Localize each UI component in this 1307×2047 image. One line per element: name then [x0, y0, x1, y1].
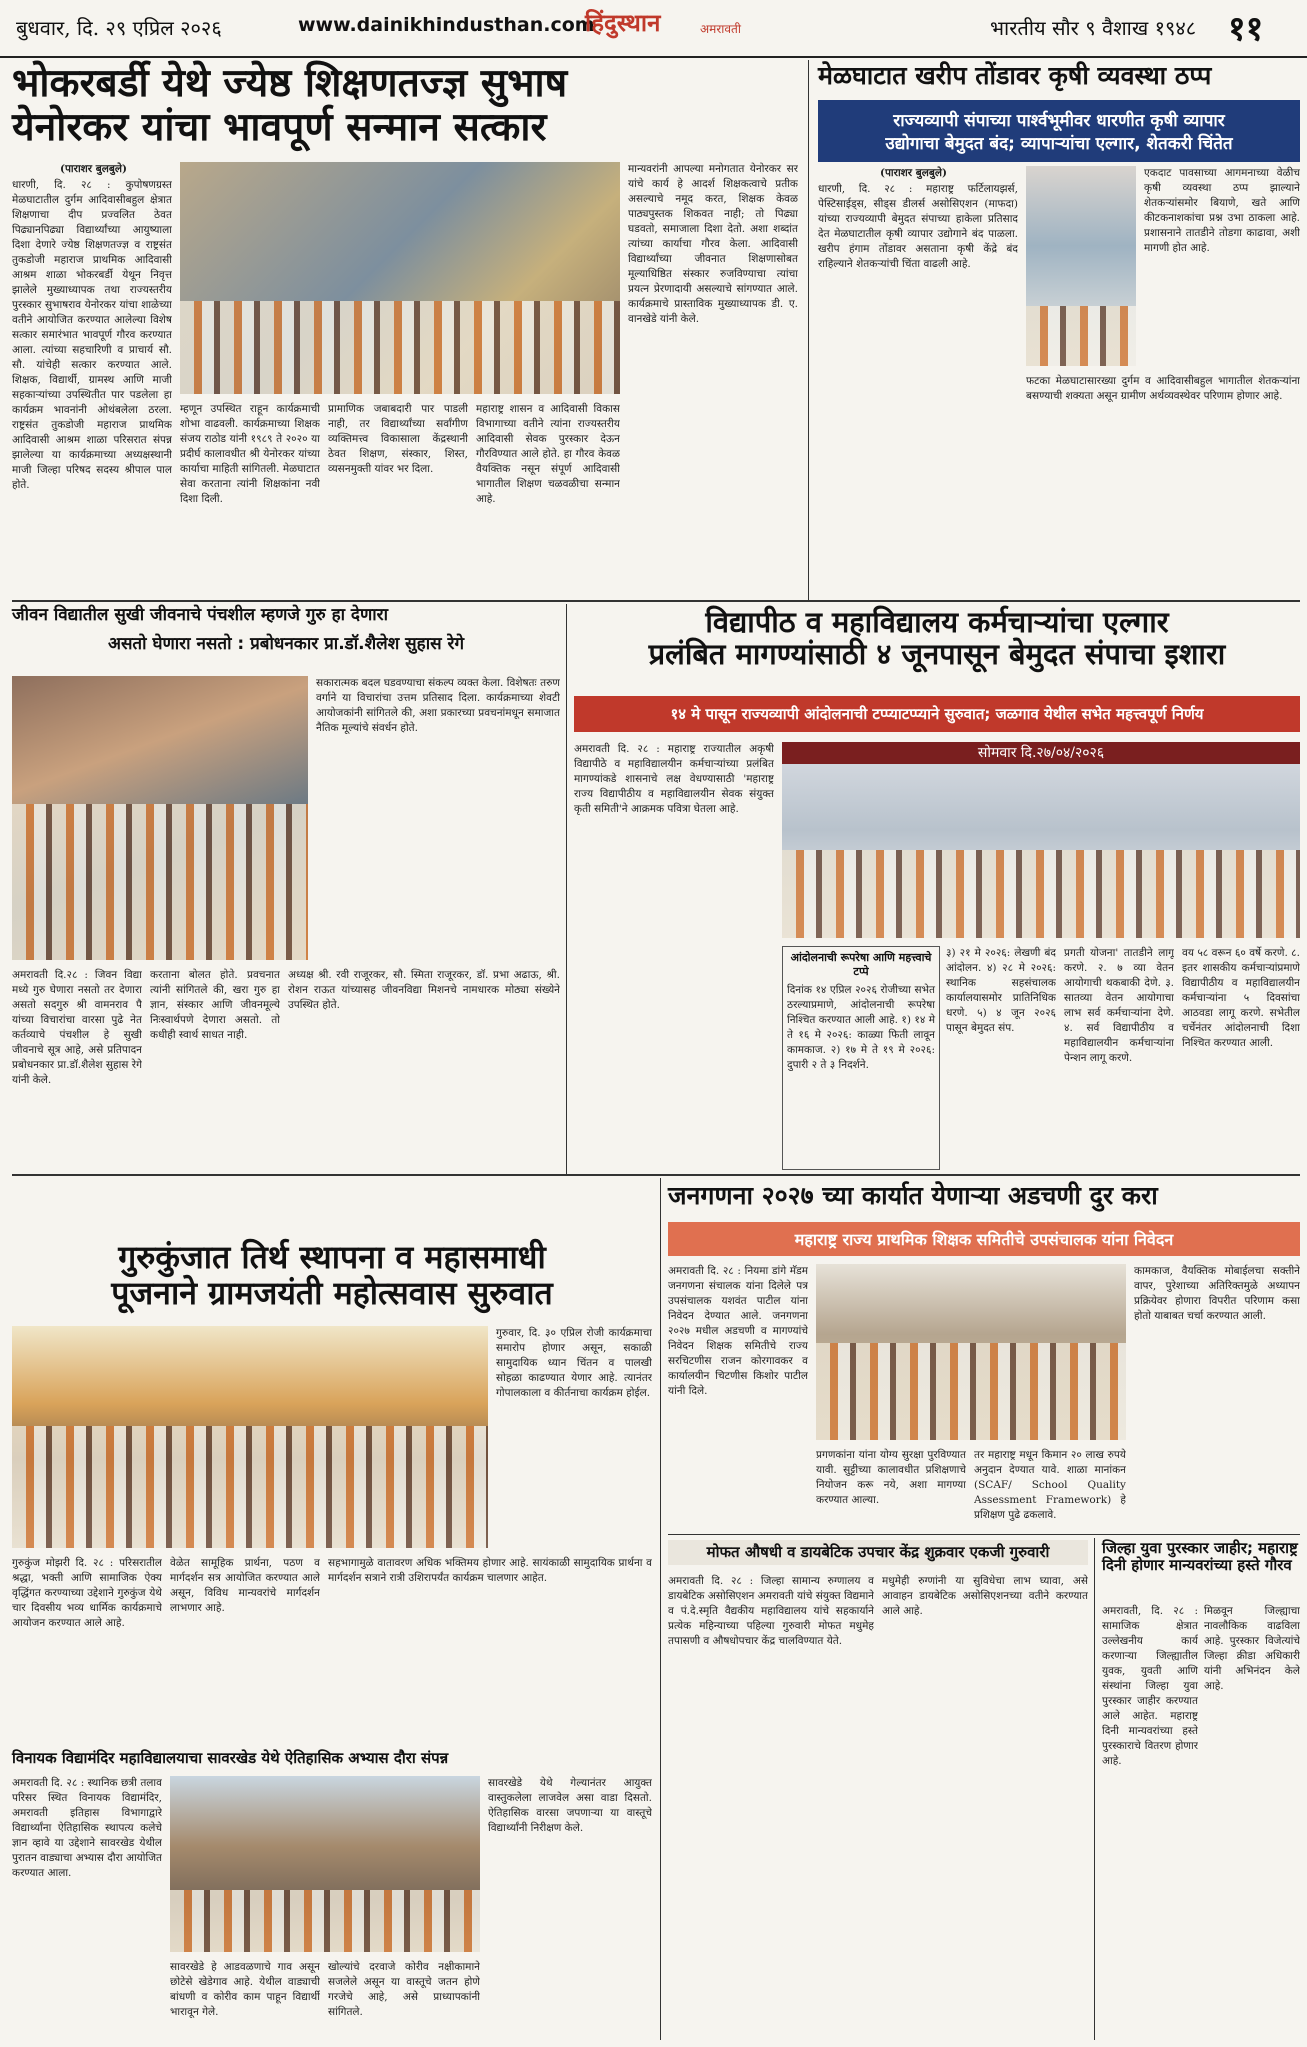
story1-dateline: (पाराशर बुलबुले)	[60, 163, 127, 175]
story2-subhead-line1: राज्यव्यापी संपाच्या पार्श्वभूमीवर धारणीत कृषी व्यापार	[893, 111, 1225, 131]
story5-headline	[12, 1240, 652, 1312]
column-divider	[1094, 1538, 1095, 2040]
story1-photo	[180, 162, 620, 394]
story8-headline-line1: जिल्हा युवा पुरस्कार जाहीर; महाराष्ट्र	[1102, 1539, 1298, 1557]
story2-column-2: एकदाट पावसाच्या आगमनाच्या वेळीच कृषी व्यवस्था ठप्प झाल्याने शेतकऱ्यांसमोर बियाणे, खते आणि कीटकनाशकांचा प्रश्न उभा ठाकला आहे. प्रशासनाने तातडीने तोडगा काढावा, अशी मागणी होत आहे.	[1144, 167, 1300, 254]
story6-photo	[816, 1264, 1126, 1440]
story5-column-1: गुरुवार, दि. ३० एप्रिल रोजी कार्यक्रमाचा समारोप होणार असून, सकाळी सामुदायिक ध्यान चिंतन व पालखी सोहळा काढण्यात येणार आहे. त्यानंतर गोपालकाला व कीर्तनाचा कार्यक्रम होईल.	[496, 1327, 652, 1399]
story2-dateline: (पाराशर बुलबुले)	[880, 167, 947, 179]
page-number: ११	[1228, 9, 1264, 49]
section-divider	[12, 600, 1300, 602]
story2-subhead-line2: उद्योगाचा बेमुदत बंद; व्यापाऱ्यांचा एल्गार, शेतकरी चिंतेत	[885, 134, 1233, 154]
story3-column-3: करताना बोलत होते. प्रवचनात त्यांनी सांगितले की, खरा गुरु हा ज्ञान, संस्कार आणि जीवनमूल्ये निःस्वार्थपणे देणारा असतो. तो कधीही स्वार्थ साधत नाही.	[150, 969, 280, 1041]
story4-headline-line1: विद्यापीठ व महाविद्यालय कर्मचाऱ्यांचा एल्गार	[705, 605, 1169, 639]
story3-photo-collage	[12, 676, 308, 960]
story4-box	[782, 946, 940, 1170]
story4-subhead: १४ मे पासून राज्यव्यापी आंदोलनाची टप्प्याटप्प्याने सुरुवात; जळगाव येथील सभेत महत्त्वपूर्ण निर्णय	[574, 696, 1300, 732]
story7-headline: मोफत औषधी व डायबेटिक उपचार केंद्र शुक्रवार एकजी गुरुवारी	[668, 1540, 1088, 1565]
story5-column-3: वेळेत सामूहिक प्रार्थना, पठण व मार्गदर्शन सत्र आयोजित करण्यात आले असून, विविध मान्यवरांचे मार्गदर्शन लाभणार आहे.	[170, 1557, 320, 1614]
story6-column-1: अमरावती दि. २८ : नियमा डांगे मॅडम जनगणना संचालक यांना दिलेले पत्र उपसंचालक यशवंत पाटील यांना निवेदन देण्यात आले. जनगणना २०२७ मधील अडचणी व मागण्यांचे निवेदन शिक्षक समितीचे राज्य सरचिटणीस राजन कोरगावकर व कार्यालयीन चिटणीस किशोर पाटील यांनी दिले.	[668, 1265, 808, 1397]
story6-column-4: तर महाराष्ट्र मधून किमान २० लाख रुपये अनुदान देण्यात यावे. शाळा मानांकन (SCAF/ School Quality Assessment Framework) हे प्रशिक्षण पुढे ढकलावे.	[974, 1449, 1126, 1521]
page-header	[0, 0, 1307, 58]
column-divider	[808, 60, 809, 600]
section-divider	[12, 1174, 1300, 1176]
saka-date: भारतीय सौर ९ वैशाख १९४८	[990, 16, 1197, 40]
story5-headline-line1: गुरुकुंजात तिर्थ स्थापना व महासमाधी	[118, 1238, 546, 1276]
story7-column-2: मधुमेही रुग्णांनी या सुविधेचा लाभ घ्यावा, असे आवाहन डायबेटिक असोसिएशनच्या वतीने करण्यात आले आहे.	[882, 1575, 1088, 1617]
story3-column-1: सकारात्मक बदल घडवण्याचा संकल्प व्यक्त केला. विशेषतः तरुण वर्गाने या विचारांचा उत्तम प्रतिसाद दिला. कार्यक्रमाच्या शेवटी आयोजकांनी सांगितले की, अशा प्रकारच्या प्रवचनांमधून समाजात नैतिक मूल्यांचे संवर्धन होते.	[316, 677, 560, 734]
story3-headline-line2: असतो घेणारा नसतो : प्रबोधनकार प्रा.डॉ.शैलेश सुहास रेगे	[107, 634, 465, 655]
story4-column-2: दिनांक १४ एप्रिल २०२६ रोजीच्या सभेत ठरल्याप्रमाणे, आंदोलनाची रूपरेषा निश्चित करण्यात आली आहे. १) १४ मे ते १६ मे २०२६: काळ्या फिती लावून कामकाज. २) १७ मे ते १९ मे २०२६: दुपारी २ ते ३ निदर्शने.	[787, 984, 935, 1071]
story2-column-3: फटका मेळघाटासारख्या दुर्गम व आदिवासीबहुल भागातील शेतकऱ्यांना बसण्याची शक्यता असून ग्रामीण अर्थव्यवस्थेवर परिणाम होणार आहे.	[1026, 375, 1300, 402]
story7-column-1: अमरावती दि. २८ : जिल्हा सामान्य रुग्णालय व डायबेटिक असोसिएशन अमरावती यांचे संयुक्त विद्यमाने व पं.दे.स्मृति वैद्यकीय महाविद्यालय यांचे सहकार्याने प्रत्येक महिन्याच्या पहिल्या गुरुवारी मोफत मधुमेह तपासणी व औषधोपचार केंद्र चालविण्यात येते.	[668, 1575, 874, 1647]
story2-headline: मेळघाटात खरीप तोंडावर कृषी व्यवस्था ठप्प	[818, 61, 1212, 90]
story1-column-1: धारणी, दि. २८ : कुपोषणग्रस्त मेळघाटातील दुर्गम आदिवासीबहुल क्षेत्रात शिक्षणाचा दीप प्रज्वलित ठेवत पिढ्यानपिढ्या विद्यार्थ्यांच्या आयुष्याला दिशा देणारे ज्येष्ठ शिक्षणतज्ज्ञ व राष्ट्रसंत तुकडोजी महाराज प्राथमिक आदिवासी आश्रम शाळा भोकरबर्डी येथून निवृत्त झालेले मुख्याध्यापक तथा राज्यस्तरीय पुरस्कार सुभाषराव येनोरकर यांचा शाळेच्या वतीने आयोजित करण्यात आलेल्या विशेष सत्कार समारंभात भावपूर्ण गौरव करण्यात आला. त्यांच्या सहचारिणी व प्राचार्य सौ. सौ. यांचेही सत्कार करण्यात आले. शिक्षक, विद्यार्थी, ग्रामस्थ आणि माजी सहकाऱ्यांच्या उपस्थितीत पार पडलेला हा कार्यक्रम भावनांनी ओथंबलेला ठरला. राष्ट्रसंत तुकडोजी महाराज प्राथमिक आदिवासी आश्रम शाळा परिसरात संपन्न झालेल्या या कार्यक्रमाच्या अध्यक्षस्थानी माजी जिल्हा परिषद सदस्य श्रीपाल पाल होते.	[12, 179, 172, 491]
story1-column-4: प्रामाणिक जबाबदारी पार पाडली नाही, तर विद्यार्थ्यांच्या सर्वांगीण व्यक्तिमत्त्व विकासाला केंद्रस्थानी ठेवत शिक्षण, संस्कार, शिस्त, व्यसनमुक्ती यांवर भर दिला.	[328, 403, 468, 475]
story4-column-4: प्रगती योजना' तातडीने लागू करणे. २. ७ व्या वेतन आयोगाची थकबाकी देणे. ३. सातव्या वेतन आयोगाचा लाभ सर्व कर्मचाऱ्यांना देणे. ४. सर्व विद्यापीठीय व महाविद्यालयीन कर्मचाऱ्यांना पेन्शन लागू करणे.	[1064, 947, 1174, 1064]
story4-column-1: अमरावती दि. २८ : महाराष्ट्र राज्यातील अकृषी विद्यापीठे व महाविद्यालयीन कर्मचाऱ्यांच्या प्रलंबित मागण्यांकडे शासनाचे लक्ष वेधण्यासाठी 'महाराष्ट्र राज्य विद्यापीठीय व महाविद्यालयीन सेवक संयुक्त कृती समिती'ने आक्रमक पवित्रा घेतला आहे.	[574, 743, 774, 815]
edition-name: अमरावती	[700, 22, 741, 36]
story1-headline	[12, 62, 812, 149]
story4-box-title: आंदोलनाची रूपरेषा आणि महत्त्वाचे टप्पे	[790, 951, 932, 978]
story9-column-1: अमरावती दि. २८ : स्थानिक छत्री तलाव परिसर स्थित विनायक विद्यामंदिर, अमरावती इतिहास विभागाद्वारे विद्यार्थ्यांना ऐतिहासिक स्थापत्य कलेचे ज्ञान व्हावे या उद्देशाने सावरखेड येथील पुरातन वाड्याचा अभ्यास दौरा आयोजित करण्यात आला.	[12, 1777, 162, 1879]
story2-subhead	[818, 100, 1300, 162]
story8-headline-line2: दिनी होणार मान्यवरांच्या हस्ते गौरव	[1102, 1555, 1292, 1574]
story5-column-4: सहभागामुळे वातावरण अधिक भक्तिमय होणार आहे. सायंकाळी सामुदायिक प्रार्थना व मार्गदर्शन सत्राने रात्री उशिरापर्यंत कार्यक्रम चालणार आहेत.	[328, 1557, 652, 1584]
story4-column-3: ३) २१ मे २०२६: लेखणी बंद आंदोलन. ४) २८ मे २०२६: स्थानिक सहसंचालक कार्यालयासमोर प्रातिनिधिक धरणे. ५) ४ जून २०२६ पासून बेमुदत संप.	[946, 947, 1056, 1034]
story4-headline	[574, 606, 1300, 671]
story8-column-2: मिळवून जिल्ह्याचा नावलौकिक वाढविला आहे. पुरस्कार विजेत्यांचे जिल्हा क्रीडा अधिकारी यांनी अभिनंदन केले आहे.	[1204, 1605, 1300, 1692]
story9-column-4: खोल्यांचे दरवाजे कोरीव नक्षीकामाने सजलेले असून या वास्तूचे जतन होणे गरजेचे आहे, असे प्राध्यापकांनी सांगितले.	[328, 1961, 480, 2018]
story6-column-2: कामकाज, वैयक्तिक मोबाईलचा सक्तीने वापर, पुरेशाच्या अतिरिक्तमुळे अध्यापन प्रक्रियेवर होणारा विपरीत परिणाम कसा होतो याबाबत चर्चा करण्यात आली.	[1134, 1265, 1300, 1322]
story1-column-3: म्हणून उपस्थित राहून कार्यक्रमाची शोभा वाढवली. कार्यक्रमाच्या शिक्षक संजय राठोड यांनी १९८९ ते २०२० या प्रदीर्घ कालावधीत श्री येनोरकर यांच्या कार्याचा माहिती सांगितली. मेळघाटात सेवा करताना त्यांनी शिक्षकांना नवी दिशा दिली.	[180, 403, 320, 505]
story2-column-1: धारणी, दि. २८ : महाराष्ट्र फर्टिलायझर्स, पेस्टिसाईड्स, सीड्स डीलर्स असोसिएशन (माफदा) यांच्या राज्यव्यापी बेमुदत संपाच्या हाकेला प्रतिसाद देत मेळघाटातील कृषी व्यापार उद्योगाने बंद पाळला. खरीप हंगाम तोंडावर असताना कृषी केंद्रे बंद राहिल्याने शेतकऱ्यांची चिंता वाढली आहे.	[818, 183, 1018, 270]
story1-headline-line1: भोकरबर्डी येथे ज्येष्ठ शिक्षणतज्ज्ञ सुभाष	[12, 61, 568, 106]
story6-column-3: प्रगणकांना यांना योग्य सुरक्षा पुरविण्यात यावी. सुट्टीच्या कालावधीत प्रशिक्षणाचे नियोजन करू नये, अशा मागण्या करण्यात आल्या.	[816, 1449, 966, 1506]
story4-headline-line2: प्रलंबित मागण्यांसाठी ४ जूनपासून बेमुदत संपाचा इशारा	[648, 637, 1226, 672]
story4-column-5: वय ५८ वरून ६० वर्षे करणे. ८. इतर शासकीय कर्मचाऱ्यांप्रमाणे विद्यापीठीय व महाविद्यालयीन कर्मचाऱ्यांना ५ दिवसांचा आठवडा लागू करणे. सभेतील चर्चेनंतर आंदोलनाची दिशा निश्चित करण्यात आली.	[1182, 947, 1300, 1049]
story8-column-1: अमरावती, दि. २८ : सामाजिक क्षेत्रात उल्लेखनीय कार्य करणाऱ्या जिल्ह्यातील युवक, युवती आणि संस्थांना जिल्हा युवा पुरस्कार जाहीर करण्यात आले आहेत. महाराष्ट्र दिनी मान्यवरांच्या हस्ते पुरस्काराचे वितरण होणार आहे.	[1102, 1605, 1198, 1767]
story8-headline	[1102, 1540, 1300, 1574]
story9-column-3: सावरखेडे हे आडवळणाचे गाव असून छोटेसे खेडेगाव आहे. येथील वाड्याची बांधणी व कोरीव काम पाहून विद्यार्थी भारावून गेले.	[170, 1961, 320, 2018]
story9-column-2: सावरखेडे येथे गेल्यानंतर आयुक्त वास्तुकलेला लाजवेल असा वाडा दिसतो. ऐतिहासिक वारसा जपणाऱ्या या वास्तूचे विद्यार्थ्यांनी निरीक्षण केले.	[488, 1777, 652, 1834]
story3-column-2: अमरावती दि.२८ : जिवन विद्या मध्ये गुरु घेणारा नसतो तर देणारा असतो सदगुरु श्री वामनराव पै यांच्या विचारांचा वारसा पुढे नेत कर्तव्याचे पंचशील हे सुखी जीवनाचे सूत्र आहे, असे प्रतिपादन प्रबोधनकार प्रा.डॉ.शैलेश सुहास रेगे यांनी केले.	[12, 969, 142, 1086]
column-divider	[660, 1178, 661, 2040]
story4-photo-banner: सोमवार दि.२७/०४/२०२६	[782, 742, 1300, 764]
story6-subhead: महाराष्ट्र राज्य प्राथमिक शिक्षक समितीचे उपसंचालक यांना निवेदन	[668, 1222, 1300, 1256]
section-divider	[668, 1534, 1300, 1535]
story3-headline	[12, 606, 560, 654]
story9-headline: विनायक विद्यामंदिर महाविद्यालयाचा सावरखेड येथे ऐतिहासिक अभ्यास दौरा संपन्न	[12, 1749, 449, 1767]
story1-headline-line2: येनोरकर यांचा भावपूर्ण सन्मान सत्कार	[12, 104, 547, 150]
issue-date: बुधवार, दि. २९ एप्रिल २०२६	[16, 16, 222, 40]
story5-column-2: गुरुकुंज मोझरी दि. २८ : परिसरातील श्रद्धा, भक्ती आणि सामाजिक ऐक्य वृद्धिंगत करण्याच्या उद्देशाने गुरुकुंज येथे चार दिवसीय भव्य धार्मिक कार्यक्रमाचे आयोजन करण्यात आले आहे.	[12, 1557, 162, 1629]
story3-column-4: अध्यक्ष श्री. रवी राजूरकर, सौ. स्मिता राजूरकर, डॉ. प्रभा अढाऊ, श्री. रोशन राऊत यांच्यासह जीवनविद्या मिशनचे नामधारक मोठ्या संख्येने उपस्थित होते.	[288, 969, 560, 1011]
masthead-logo: हिंदुस्थान	[585, 9, 661, 37]
story1-column-5: महाराष्ट्र शासन व आदिवासी विकास विभागाच्या वतीने त्यांना राज्यस्तरीय आदिवासी सेवक पुरस्कार देऊन गौरविण्यात आले होते. हा गौरव केवळ वैयक्तिक नसून संपूर्ण आदिवासी भागातील शिक्षण चळवळीचा सन्मान आहे.	[476, 403, 620, 505]
story6-headline: जनगणना २०२७ च्या कार्यात येणाऱ्या अडचणी दुर करा	[668, 1181, 1158, 1210]
story4-photo	[782, 742, 1300, 938]
story5-headline-line2: पूजनाने ग्रामजयंती महोत्सवास सुरुवात	[111, 1273, 553, 1312]
story3-headline-line1: जीवन विद्यातील सुखी जीवनाचे पंचशील म्हणजे गुरु हा देणारा	[12, 605, 388, 625]
website-link[interactable]: www.dainikhindusthan.com	[298, 14, 595, 36]
story5-photo	[12, 1326, 488, 1548]
story2-photo	[1026, 166, 1136, 366]
column-divider	[566, 604, 567, 1174]
story9-photo	[170, 1776, 480, 1952]
story1-column-2: मान्यवरांनी आपल्या मनोगतात येनोरकर सर यांचे कार्य हे आदर्श शिक्षकत्वाचे प्रतीक असल्याचे नमूद करत, शिक्षक केवळ पाठ्यपुस्तक शिकवत नाही; तो पिढ्या घडवतो, समाजाला दिशा देतो. अशा शब्दांत त्यांच्या कार्याचा गौरव केला. आदिवासी विद्यार्थ्यांच्या जीवनात शिक्षणासोबत मूल्याधिष्ठित संस्कार रुजविण्याचा त्यांचा प्रयत्न प्रेरणादायी असल्याचे सांगण्यात आले. कार्यक्रमाचे प्रास्ताविक मुख्याध्यापक डी. ए. वानखेडे यांनी केले.	[628, 163, 798, 325]
